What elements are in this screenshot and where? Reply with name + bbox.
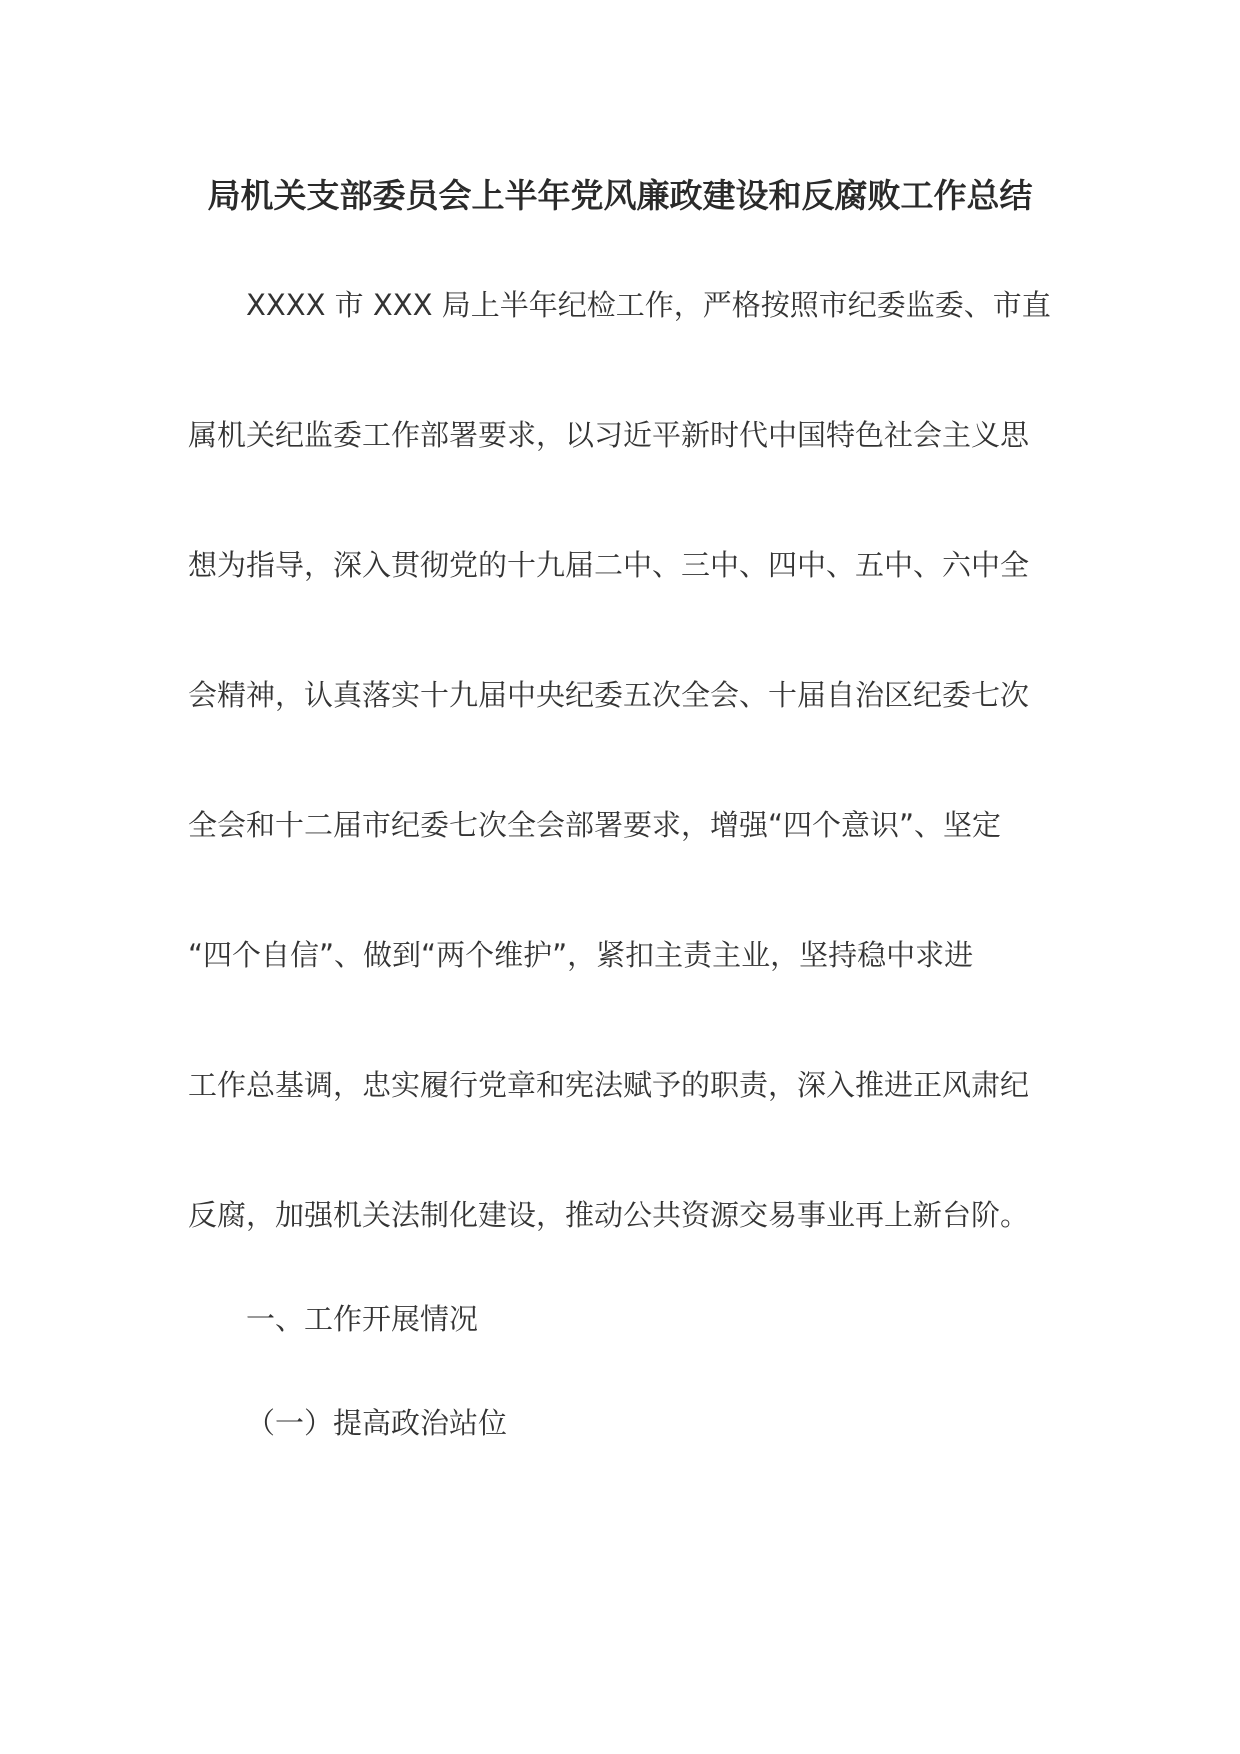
- paragraph-line-7: 工作总基调，忠实履行党章和宪法赋予的职责，深入推进正风肃纪: [188, 1068, 1030, 1102]
- section-heading: 一、工作开展情况: [246, 1302, 479, 1336]
- paragraph-line-4: 会精神，认真落实十九届中央纪委五次全会、十届自治区纪委七次: [188, 678, 1030, 712]
- subsection-heading: （一）提高政治站位: [246, 1406, 508, 1440]
- paragraph-line-6: “四个自信”、做到“两个维护”，紧扣主责主业，坚持稳中求进: [188, 938, 974, 972]
- paragraph-line-1: XXXX 市 XXX 局上半年纪检工作，严格按照市纪委监委、市直: [246, 288, 1051, 322]
- paragraph-line-2: 属机关纪监委工作部署要求，以习近平新时代中国特色社会主义思: [188, 418, 1030, 452]
- document-title: 局机关支部委员会上半年党风廉政建设和反腐败工作总结: [207, 176, 1033, 215]
- paragraph-line-8: 反腐，加强机关法制化建设，推动公共资源交易事业再上新台阶。: [188, 1198, 1030, 1232]
- paragraph-line-5: 全会和十二届市纪委七次全会部署要求，增强“四个意识”、坚定: [188, 808, 1002, 842]
- paragraph-line-3: 想为指导，深入贯彻党的十九届二中、三中、四中、五中、六中全: [188, 548, 1030, 582]
